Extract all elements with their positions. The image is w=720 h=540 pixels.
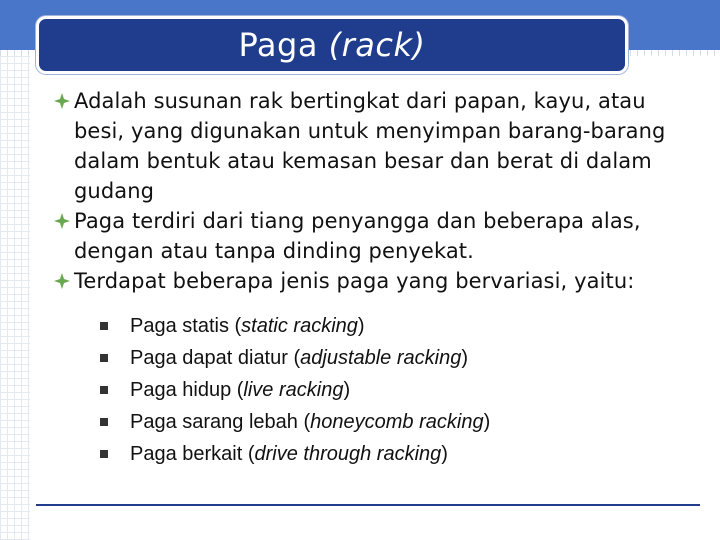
item-prefix: Paga statis ( xyxy=(130,315,242,337)
item-prefix: Paga dapat diatur ( xyxy=(130,347,301,369)
square-bullet-icon xyxy=(100,386,108,394)
square-bullet-icon xyxy=(100,354,108,362)
slide-content xyxy=(50,86,700,470)
title-italic: (rack) xyxy=(328,26,426,64)
diamond-bullet-icon xyxy=(53,92,71,110)
item-suffix: ) xyxy=(343,379,351,401)
item-italic: live racking xyxy=(243,379,344,401)
title-box xyxy=(36,16,628,74)
item-suffix: ) xyxy=(357,315,365,337)
item-suffix: ) xyxy=(483,411,491,433)
item-italic: honeycomb racking xyxy=(310,411,484,433)
item-italic: adjustable racking xyxy=(300,347,462,369)
square-bullet-icon xyxy=(100,418,108,426)
item-italic: drive through racking xyxy=(254,443,442,465)
rack-types-list xyxy=(100,310,700,470)
footer-divider xyxy=(36,504,700,506)
square-bullet-icon xyxy=(100,322,108,330)
bullet-text: Adalah susunan rak bertingkat dari papan, kayu, atau besi, yang digunakan untuk menyimpan barang-barang dalam bentuk atau kemasan besar dan berat di dalam gudang xyxy=(74,89,666,203)
item-italic: static racking xyxy=(241,315,358,337)
page-title xyxy=(239,26,426,64)
list-item xyxy=(100,438,700,470)
item-prefix: Paga sarang lebah ( xyxy=(130,411,311,433)
bullet-text: Terdapat beberapa jenis paga yang bervariasi, yaitu: xyxy=(74,269,635,293)
bullet-item xyxy=(50,86,700,206)
list-item xyxy=(100,310,700,342)
item-suffix: ) xyxy=(461,347,469,369)
list-item xyxy=(100,406,700,438)
bullet-item xyxy=(50,266,700,296)
square-bullet-icon xyxy=(100,450,108,458)
item-prefix: Paga hidup ( xyxy=(130,379,244,401)
diamond-bullet-icon xyxy=(53,212,71,230)
bullet-item xyxy=(50,206,700,266)
list-item xyxy=(100,374,700,406)
left-grid-background xyxy=(0,56,30,540)
list-item xyxy=(100,342,700,374)
title-main: Paga xyxy=(238,26,318,64)
item-prefix: Paga berkait ( xyxy=(130,443,255,465)
diamond-bullet-icon xyxy=(53,272,71,290)
item-suffix: ) xyxy=(441,443,448,465)
bullet-text: Paga terdiri dari tiang penyangga dan beberapa alas, dengan atau tanpa dinding penyekat. xyxy=(74,209,641,263)
